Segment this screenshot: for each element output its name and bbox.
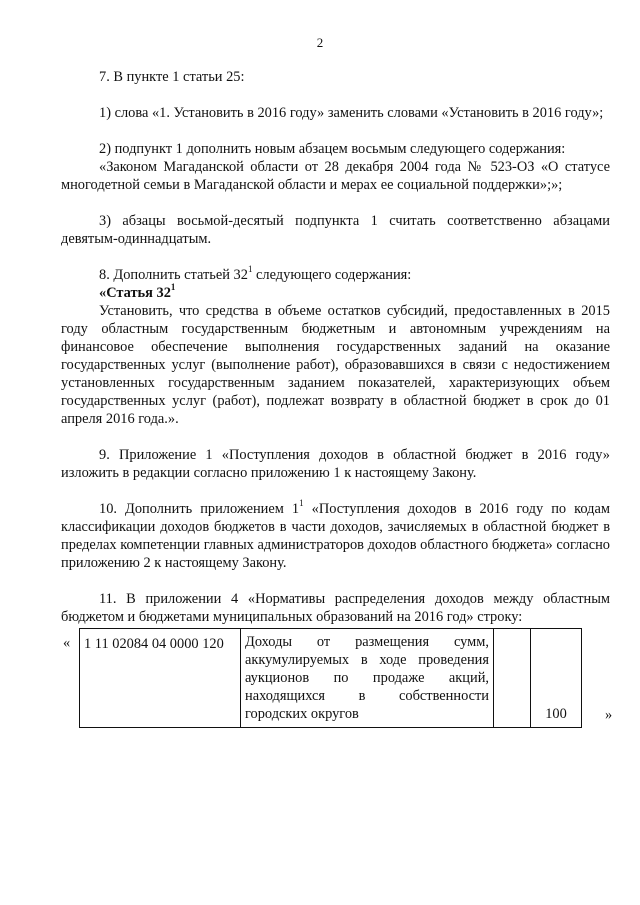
quote-close: » — [605, 707, 613, 723]
article-title: «Статья $32^1$ — [99, 282, 176, 301]
paragraph-item-11: 11. В приложении 4 «Нормативы распределения доходов между областным бюджетом и бюджетами муниципальных образований на 2016 год» строку: — [61, 591, 610, 625]
paragraph-article-text: Установить, что средства в объеме остатков субсидий, предоставленных в 2015 году областным государственным бюджетным и автономным учреждениям на финансовое обеспечение выполнения государственных заданий на оказание государственных услуг (выполнение работ), образовавшихся в связи с недостижением установленных государственным заданием показателей, характеризующих объем государственных услуг (работ), подлежат возврату в областной бюджет в срок до 01 апреля 2016 года.». — [61, 303, 610, 427]
paragraph-item-9: 9. Приложение 1 «Поступления доходов в областной бюджет в 2016 году» изложить в редакции согласно приложению 1 к настоящему Закону. — [61, 447, 610, 481]
paragraph-item-8: 8. Дополнить статьей $32^1$ следующего содержания: — [99, 264, 412, 283]
paragraph-subitem-2: 2) подпункт 1 дополнить новым абзацем восьмым следующего содержания: — [99, 141, 566, 157]
paragraph-subitem-1: 1) слова «1. Установить в 2016 году» заменить словами «Установить в 2016 году»; — [99, 105, 604, 121]
revenue-table-block — [61, 628, 613, 728]
table-row — [80, 629, 582, 728]
quote-open: « — [63, 635, 71, 651]
document-body — [61, 68, 613, 728]
revenue-table — [79, 628, 582, 728]
paragraph-quote-law: «Законом Магаданской области от 28 декабря 2004 года № 523-ОЗ «О статусе многодетной семьи в Магаданской области и мерах ее социальной поддержки»;»; — [61, 159, 610, 193]
table-cell-code: 1 11 02084 04 0000 120 — [80, 629, 241, 728]
paragraph-subitem-3: 3) абзацы восьмой-десятый подпункта 1 считать соответственно абзацами девятым-одиннадцатым. — [61, 213, 610, 247]
paragraph-item-7: 7. В пункте 1 статьи 25: — [99, 69, 245, 85]
page-number: 2 — [316, 35, 324, 50]
paragraph-item-10: 10. Дополнить приложением $1^1$ «Поступления доходов в 2016 году по кодам классификации доходов бюджетов в части доходов, зачисляемых в областной бюджет в пределах компетенции главных администраторов доходов областного бюджета» согласно приложению 2 к настоящему Закону. — [61, 498, 610, 571]
table-cell-norm: 100 — [531, 629, 582, 728]
table-cell-empty — [494, 629, 531, 728]
table-cell-description: Доходы от размещения сумм, аккумулируемых в ходе проведения аукционов по продаже акций, находящихся в собственности городских округов — [241, 629, 494, 728]
